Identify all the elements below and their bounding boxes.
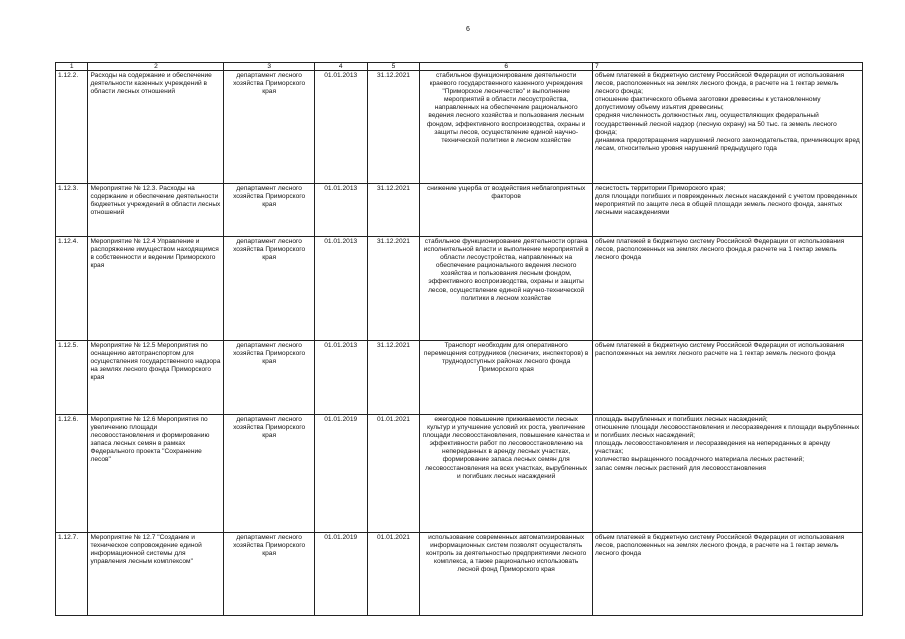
indicators-cell: объем платежей в бюджетную систему Российской Федерации от использования лесов, расположенных на землях лесного фонда,в расчете на 1 гектар земель лесного фонда (592, 237, 862, 341)
measure-name-cell: Мероприятие № 12.3. Расходы на содержание и обеспечение деятельности бюджетных учреждений в области лесных отношений (88, 184, 224, 237)
indicators-cell: лесистость территории Приморского края; доля площади погибших и поврежденных лесных насаждений с учетом проведенных мероприятий по защите леса в общей площади земель лесного фонда, занятых лесными насаждениями (592, 184, 862, 237)
row-number-cell: 1.12.5. (56, 341, 88, 415)
executor-cell: департамент лесного хозяйства Приморского края (224, 184, 314, 237)
expected-result-cell: стабильное функционирование деятельности органа исполнительной власти и выполнение мероприятий в области лесоустройства, направленных на обеспечение рационального ведения лесного хозяйства и пользования лесным фондом, эффективного воспроизводства, охраны и защиты лесов, осуществление единой научно-технической политики в лесном хозяйстве (420, 237, 593, 341)
executor-cell: департамент лесного хозяйства Приморского края (224, 237, 314, 341)
measure-name-cell: Мероприятие № 12.7 "Создание и техническое сопровождение единой информационной системы для управления лесным комплексом" (88, 533, 224, 616)
table-row (56, 415, 863, 533)
executor-cell: департамент лесного хозяйства Приморского края (224, 71, 314, 184)
program-table (55, 62, 863, 616)
header-cell: 2 (88, 63, 224, 71)
expected-result-cell: стабильное функционирование деятельности краевого государственного казенного учреждения "Приморское лесничество" и выполнение мероприятий в области лесоустройства, направленных на обеспечение рационального ведения лесного хозяйства и пользования лесным фондом, эффективного воспроизводства, охраны и защиты лесов, осуществление единой научно-технической политики в лесном хозяйстве (420, 71, 593, 184)
header-cell: 4 (314, 63, 367, 71)
indicators-cell: объем платежей в бюджетную систему Российской Федерации от использования расположенных на землях лесного расчете на 1 гектар земель лесного фонда (592, 341, 862, 415)
row-number-cell: 1.12.6. (56, 415, 88, 533)
header-cell: 5 (367, 63, 420, 71)
measure-name-cell: Мероприятие № 12.4 Управление и распоряжение имуществом находящимся в собственности и ведении Приморского края (88, 237, 224, 341)
table-row (56, 533, 863, 616)
measure-name-cell: Расходы на содержание и обеспечение деятельности казенных учреждений в области лесных отношений (88, 71, 224, 184)
indicators-cell: объем платежей в бюджетную систему Российской Федерации от использования лесов, расположенных на землях лесного фонда, в расчете на 1 гектар земель лесного фонда (592, 533, 862, 616)
row-number-cell: 1.12.7. (56, 533, 88, 616)
row-number-cell: 1.12.4. (56, 237, 88, 341)
end-date-cell: 01.01.2021 (367, 415, 420, 533)
measure-name-cell: Мероприятие № 12.5 Мероприятия по оснащению автотранспортом для осуществления государственного надзора на землях лесного фонда Приморского края (88, 341, 224, 415)
end-date-cell: 01.01.2021 (367, 533, 420, 616)
start-date-cell: 01.01.2019 (314, 533, 367, 616)
header-cell: 3 (224, 63, 314, 71)
header-cell: 7 (592, 63, 862, 71)
expected-result-cell: Транспорт необходим для оперативного перемещения сотрудников (лесничих, инспекторов) в труднодоступных районах лесного фонда Приморского края (420, 341, 593, 415)
table-row (56, 237, 863, 341)
expected-result-cell: ежегодное повышение приживаемости лесных культур и улучшение условий их роста, увеличение площади лесовосстановления, повышение качества и эффективности работ по лесовосстановлению на непереданных в аренду лесных участках, формирование запаса лесных семян для лесовосстановления на всех участках, вырубленных и погибших лесных насаждений (420, 415, 593, 533)
table-row (56, 184, 863, 237)
table-row (56, 341, 863, 415)
executor-cell: департамент лесного хозяйства Приморского края (224, 341, 314, 415)
start-date-cell: 01.01.2013 (314, 184, 367, 237)
page-number: 6 (466, 26, 470, 33)
table-row (56, 71, 863, 184)
end-date-cell: 31.12.2021 (367, 184, 420, 237)
start-date-cell: 01.01.2019 (314, 415, 367, 533)
start-date-cell: 01.01.2013 (314, 237, 367, 341)
row-number-cell: 1.12.2. (56, 71, 88, 184)
header-cell: 1 (56, 63, 88, 71)
measure-name-cell: Мероприятие № 12.6 Мероприятия по увеличению площади лесовосстановления и формированию запаса лесных семян в рамках Федерального проекта "Сохранение лесов" (88, 415, 224, 533)
start-date-cell: 01.01.2013 (314, 341, 367, 415)
end-date-cell: 31.12.2021 (367, 341, 420, 415)
end-date-cell: 31.12.2021 (367, 71, 420, 184)
executor-cell: департамент лесного хозяйства Приморского края (224, 415, 314, 533)
executor-cell: департамент лесного хозяйства Приморского края (224, 533, 314, 616)
row-number-cell: 1.12.3. (56, 184, 88, 237)
expected-result-cell: использование современных автоматизированных информационных систем позволят осуществлять контроль за деятельностью предприятиями лесного комплекса, а также рационально использовать лесной фонд Приморского края (420, 533, 593, 616)
start-date-cell: 01.01.2013 (314, 71, 367, 184)
indicators-cell: объем платежей в бюджетную систему Российской Федерации от использования лесов, расположенных на землях лесного фонда, в расчете на 1 гектар земель лесного фонда; отношение фактического объема заготовки древесины к установленному допустимому объему изъятия древесины; средняя численность должностных лиц, осуществляющих федеральный государственный лесной надзор (лесную охрану) на 50 тыс. га земель лесного фонда; динамика предотвращения нарушений лесного законодательства, причиняющих вред лесам, относительно уровня нарушений предыдущего года (592, 71, 862, 184)
indicators-cell: площадь вырубленных и погибших лесных насаждений; отношение площади лесовосстановления и лесоразведения к площади вырубленных и погибших лесных насаждений; площадь лесовосстановления и лесоразведения на непереданных в аренду участках; количество выращенного посадочного материала лесных растений; запас семян лесных растений для лесовосстановления (592, 415, 862, 533)
header-cell: 6 (420, 63, 593, 71)
table-header-row (56, 63, 863, 71)
expected-result-cell: снижение ущерба от воздействия неблагоприятных факторов (420, 184, 593, 237)
end-date-cell: 31.12.2021 (367, 237, 420, 341)
